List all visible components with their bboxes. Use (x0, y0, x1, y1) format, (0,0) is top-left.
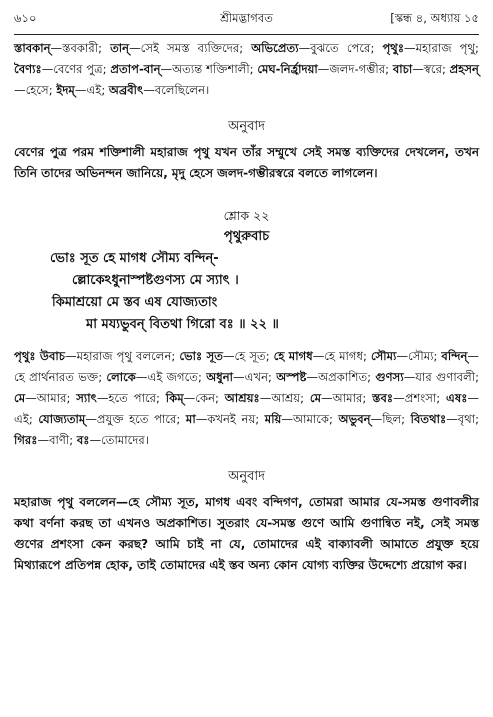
gloss-term: মে (14, 391, 26, 405)
gloss-term: বঃ (76, 433, 90, 447)
page-header (14, 10, 479, 28)
gloss-term: লোকে (106, 370, 136, 384)
gloss-meaning: —সেই সমস্ত ব্যক্তিদের; (129, 41, 252, 55)
gloss-meaning: —এই; (74, 83, 109, 97)
gloss-term: যোজ্যতাম্ (38, 412, 86, 426)
gloss-term: প্রহসন্ (449, 62, 479, 76)
gloss-term: স্তবঃ (372, 391, 394, 405)
gloss-term: এষঃ (446, 391, 468, 405)
gloss-term: ভোঃ সূত (179, 349, 223, 363)
gloss-meaning: —বেণের পুত্র; (41, 62, 111, 76)
header-rule (14, 34, 479, 35)
gloss-term: প্রতাপ-বান্ (110, 62, 161, 76)
verse-line: ভোঃ সূত হে মাগধ সৌম্য বন্দিন্- (50, 251, 219, 266)
gloss-term: পৃথুঃ (382, 41, 404, 55)
gloss-meaning: —ছিল; (370, 412, 411, 426)
gloss-term: হে মাগধ (273, 349, 313, 363)
gloss-meaning: —অত্যন্ত শক্তিশালী; (160, 62, 258, 76)
gloss-meaning: —তোমাদের। (89, 433, 149, 447)
verse-line: পৃথুরুবাচ (223, 229, 270, 244)
gloss-meaning: —অপ্রকাশিত; (306, 370, 376, 384)
gloss-meaning: —বৃথা; (446, 412, 480, 426)
translation-heading-2: অনুবাদ (228, 469, 265, 484)
word-meanings-1 (14, 38, 479, 101)
verse-text (14, 226, 479, 336)
gloss-term: আশ্রয়ঃ (224, 391, 260, 405)
gloss-meaning: —বলেছিলেন। (143, 83, 210, 97)
gloss-meaning: —আশ্রয়; (259, 391, 310, 405)
verse-line: ল্লোকেঽধুনাস্পষ্টগুণস্য মে স্যাৎ । (72, 273, 239, 288)
gloss-meaning: —বুঝতে পেরে; (298, 41, 383, 55)
verse-line: মা ময্যভুবন্ বিতথা গিরো বঃ ॥ ২২ ॥ (86, 317, 279, 332)
gloss-term: অভুবন্ (338, 412, 371, 426)
gloss-meaning: —সৌম্য; (396, 349, 442, 363)
gloss-term: সৌম্য (370, 349, 397, 363)
translation-1: বেণের পুত্র পরম শক্তিশালী মহারাজ পৃথু যখন তাঁর সম্মুখে সেই সমস্ত ব্যক্তিদের দেখলেন, তখন তিনি তাদের অভিনন্দন জানিয়ে, মৃদু হেসে জলদ-গম্ভীরস্বরে বলতে লাগলেন। (14, 145, 479, 180)
gloss-term: পৃথুঃ উবাচ (14, 349, 66, 363)
gloss-term: বন্দিন্ (441, 349, 468, 363)
gloss-term: মা (185, 412, 196, 426)
gloss-term: অব্রবীৎ (108, 83, 144, 97)
gloss-term: অস্পষ্ট (276, 370, 307, 384)
gloss-term: স্তাবকান্ (14, 41, 51, 55)
gloss-meaning: —কেন; (183, 391, 225, 405)
gloss-term: অভিপ্রেত্য (251, 41, 299, 55)
gloss-term: মে (309, 391, 322, 405)
page-number: ৬১০ (14, 11, 37, 25)
gloss-meaning: —প্রশংসা; (393, 391, 447, 405)
gloss-term: স্যাৎ (76, 391, 97, 405)
gloss-meaning: —স্তবকারী; (50, 41, 111, 55)
verse-line: কিমাশ্রয়ো মে স্তব এষ যোজ্যতাং (52, 295, 218, 310)
gloss-meaning: —প্রযুক্ত হতে পারে; (85, 412, 186, 426)
gloss-meaning: —স্বরে; (412, 62, 450, 76)
translation-2: মহারাজ পৃথু বললেন—হে সৌম্য সূত, মাগধ এবং বন্দিগণ, তোমরা আমার যে-সমস্ত গুণাবলীর কথা বর্ণনা করছ তা এখনও অপ্রকাশিত। সুতরাং যে-সমস্ত গুণে আমি গুণান্বিত নই, সেই সমস্ত গুণের প্রশংসা কেন করছ? আমি চাই না যে, তোমাদের এই বাক্যাবলী আমাতে প্রযুক্ত হয়ে মিথ্যারূপে প্রতিপন্ন হোক, তাই তোমাদের এই স্তব অন্য কোন যোগ্য ব্যক্তির উদ্দেশ্যে প্রয়োগ কর। (14, 495, 479, 572)
gloss-meaning: —জলদ-গম্ভীর; (317, 62, 393, 76)
book-title: শ্রীমদ্ভাগবত (220, 11, 273, 25)
gloss-meaning: —কখনই নয়; (195, 412, 265, 426)
gloss-term: কিম্ (165, 391, 184, 405)
gloss-meaning: —আমার; (321, 391, 373, 405)
gloss-meaning: —হে মাগধ; (312, 349, 371, 363)
gloss-meaning: —এই জগতে; (135, 370, 207, 384)
gloss-term: বিতথাঃ (410, 412, 447, 426)
gloss-meaning: —মহারাজ পৃথু; (404, 41, 479, 55)
translation-heading-1: অনুবাদ (228, 119, 265, 134)
verse-number: শ্লোক ২২ (223, 208, 270, 223)
gloss-term: ময়ি (264, 412, 282, 426)
gloss-meaning: —আমাকে; (281, 412, 339, 426)
gloss-term: বৈণ্যঃ (14, 62, 42, 76)
gloss-meaning: —এখন; (233, 370, 277, 384)
gloss-term: ইদম্ (56, 83, 75, 97)
gloss-term: মেঘ-নির্হ্রাদয়া (257, 62, 318, 76)
gloss-term: গিরঃ (14, 433, 38, 447)
gloss-meaning: —যার গুণাবলী; (403, 370, 479, 384)
gloss-meaning: —হেসে; (14, 83, 57, 97)
gloss-meaning: —আমার; (25, 391, 77, 405)
gloss-term: বাচা (392, 62, 413, 76)
word-meanings-2 (14, 346, 479, 451)
gloss-meaning: —হে সূত; (222, 349, 274, 363)
gloss-meaning: —বাণী; (37, 433, 77, 447)
gloss-meaning: —এই; (14, 391, 480, 426)
gloss-meaning: —হে প্রার্থনারত ভক্ত; (14, 349, 480, 384)
gloss-meaning: —মহারাজ পৃথু বললেন; (65, 349, 180, 363)
gloss-term: গুণস্য (375, 370, 404, 384)
gloss-term: তান্ (110, 41, 130, 55)
book-page (14, 10, 479, 576)
gloss-meaning: —হতে পারে; (96, 391, 166, 405)
section-reference: [স্কন্ধ ৪, অধ্যায় ১৫ (390, 11, 479, 25)
gloss-term: অধুনা (206, 370, 234, 384)
